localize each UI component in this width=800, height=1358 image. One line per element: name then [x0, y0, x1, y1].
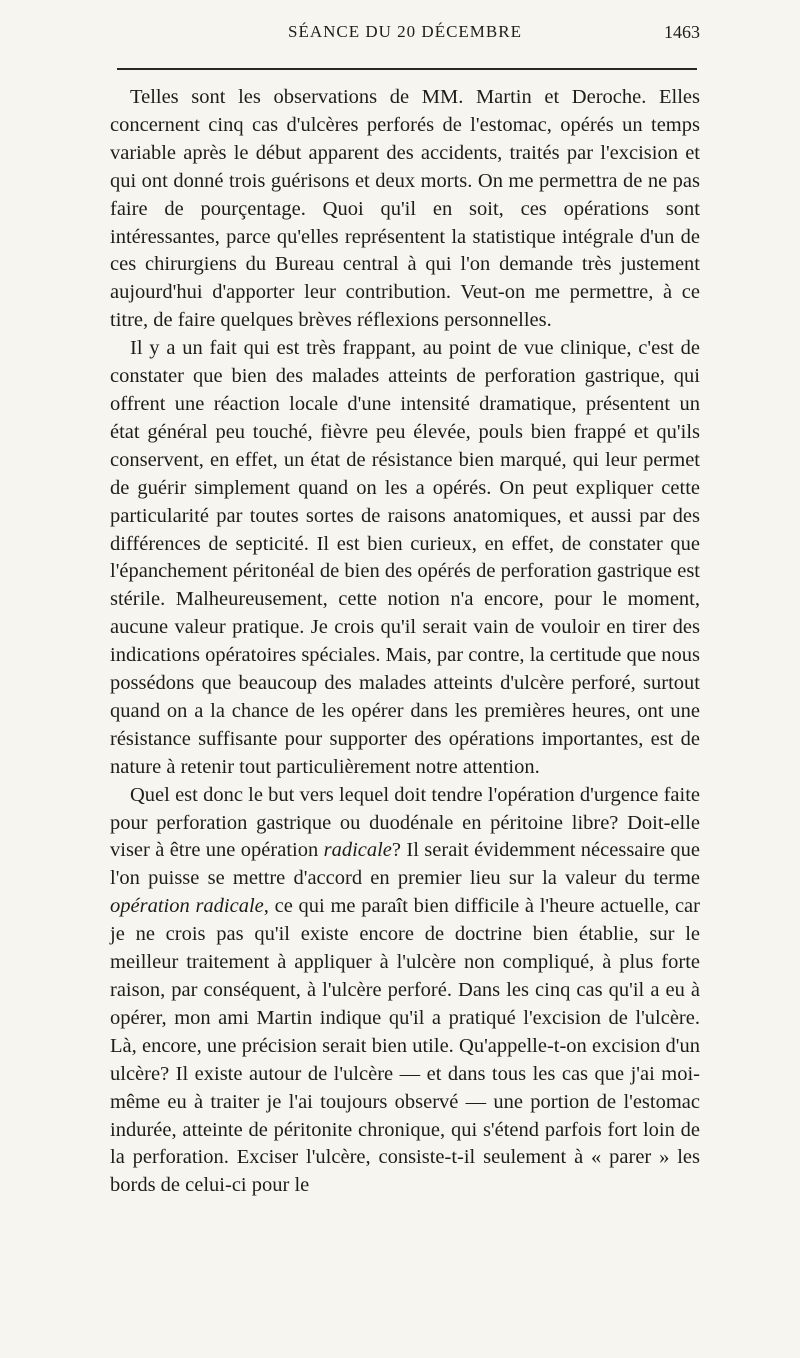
italic-radicale: radicale	[323, 839, 392, 862]
paragraph-1: Telles sont les observations de MM. Martin et Deroche. Elles concernent cinq cas d'ulcères perforés de l'estomac, opérés un temps variable après le début apparent des accidents, traités par l'excision et qui ont donné trois guérisons et deux morts. On me permettra de ne pas faire de pourçentage. Quoi qu'il en soit, ces opérations sont intéressantes, parce qu'elles représentent la statistique intégrale d'un de ces chirurgiens du Bureau central à qui l'on demande très justement aujourd'hui d'apporter leur contribution. Veut-on me permettre, à ce titre, de faire quelques brèves réflexions personnelles.	[110, 86, 700, 332]
header-rule	[117, 68, 697, 70]
running-title: SÉANCE DU 20 DÉCEMBRE	[288, 22, 522, 41]
page-number: 1463	[664, 22, 700, 42]
paragraph-3-part-1: Quel est donc le but vers lequel doit tendre l'opération d'urgence faite pour perforation gastrique ou duodénale en péritoine libre? Doit-elle viser à être une opération	[110, 783, 700, 862]
paragraph-2: Il y a un fait qui est très frappant, au point de vue clinique, c'est de constater que bien des malades atteints de perforation gastrique, qui offrent une réaction locale d'une intensité dramatique, présentent un état général peu touché, fièvre peu élevée, pouls bien frappé et qu'ils conservent, en effet, un état de résistance bien marqué, qui leur permet de guérir simplement quand on les a opérés. On peut expliquer cette particularité par toutes sortes de raisons anatomiques, et aussi par des différences de septicité. Il est bien curieux, en effet, de constater que l'épanchement péritonéal de bien des opérés de perforation gastrique est stérile. Malheureusement, cette notion n'a encore, pour le moment, aucune valeur pratique. Je crois qu'il serait vain de vouloir en tirer des indications opératoires spéciales. Mais, par contre, la certitude que nous possédons que beaucoup des malades atteints d'ulcère perforé, surtout quand on a la chance de les opérer dans les premières heures, ont une résistance suffisante pour supporter des opérations importantes, est de nature à retenir tout particulièrement notre attention.	[110, 337, 700, 778]
italic-operation-radicale: opération radicale	[110, 895, 264, 918]
paragraph-3-part-3: , ce qui me paraît bien difficile à l'heure actuelle, car je ne crois pas qu'il existe encore de doctrine bien établie, sur le meilleur traitement à appliquer à l'ulcère non compliqué, à plus forte raison, par conséquent, à l'ulcère perforé. Dans les cinq cas qu'il a eu à opérer, mon ami Martin indique qu'il a pratiqué l'excision de l'ulcère. Là, encore, une précision serait bien utile. Qu'appelle-t-on excision d'un ulcère? Il existe autour de l'ulcère — et dans tous les cas que j'ai moi-même eu à traiter je l'ai toujours observé — une portion de l'estomac indurée, atteinte de péritonite chronique, qui s'étend parfois fort loin de la perforation. Exciser l'ulcère, consiste-t-il seulement à « parer » les bords de celui-ci pour le	[110, 895, 700, 1197]
paragraph-3-part-2: ? Il serait évidemment nécessaire que l'on puisse se mettre d'accord en premier lieu sur la valeur du terme	[110, 839, 700, 890]
paragraph-3	[110, 782, 700, 1201]
body-text	[110, 84, 700, 1200]
page-header	[110, 22, 700, 52]
